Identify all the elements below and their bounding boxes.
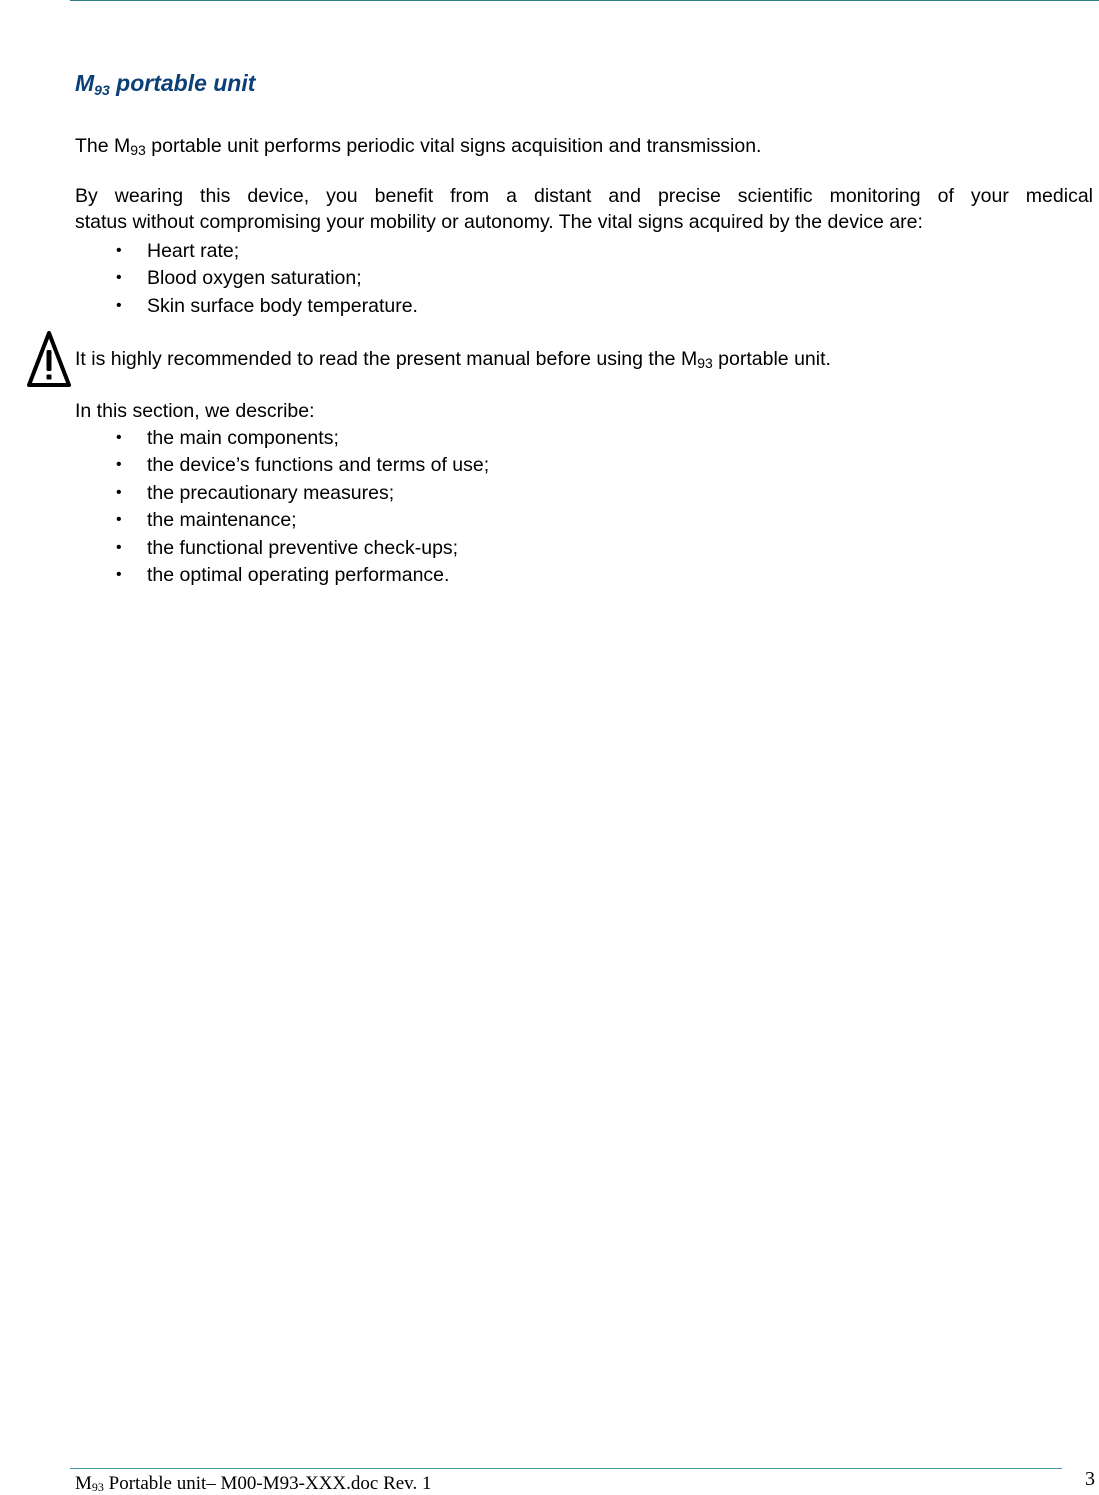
warning-paragraph: It is highly recommended to read the present manual before using the $M_{93}$ portable unit.: [75, 348, 831, 371]
bullet-icon: •: [116, 429, 122, 446]
intro-paragraph: The $M_{93}$ portable unit performs periodic vital signs acquisition and transmission.: [75, 135, 762, 158]
section-heading: $M_{93}$ portable unit: [75, 70, 256, 98]
bullet-icon: •: [116, 511, 122, 529]
bullet-icon: •: [116, 483, 122, 501]
header-rule: [70, 0, 1099, 1]
wearing-line-1: By wearing this device, you benefit from a distant and precise scientific monitoring of your medical: [75, 185, 1093, 207]
wearing-line-2: status without compromising your mobility or autonomy. The vital signs acquired by the device are:: [75, 211, 923, 233]
footer-document-id: $M_{93}$ Portable unit– M00-M93-XXX.doc Rev. 1: [75, 1473, 432, 1494]
bullet-icon: •: [116, 242, 122, 259]
footer-rule: [70, 1468, 1062, 1469]
bullet-icon: •: [116, 296, 122, 314]
warning-triangle-icon: [26, 328, 72, 392]
bullet-icon: •: [116, 565, 122, 583]
bullet-icon: •: [116, 269, 122, 287]
bullet-icon: •: [116, 538, 122, 556]
wearing-paragraph: [75, 183, 1093, 235]
page-number: 3: [1085, 1468, 1095, 1490]
section-intro: In this section, we describe:: [75, 400, 315, 422]
bullet-icon: •: [116, 456, 122, 474]
